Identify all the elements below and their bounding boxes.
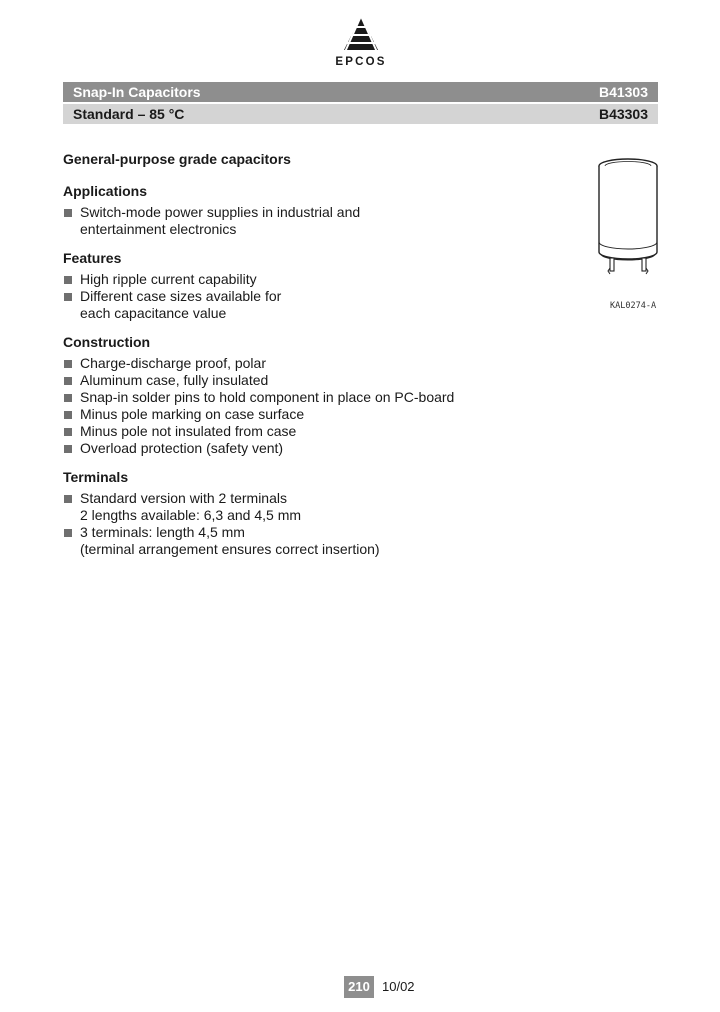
list-item (63, 355, 583, 372)
capacitor-figure (592, 154, 664, 289)
capacitor-icon (592, 154, 664, 284)
bullet-list (63, 355, 583, 457)
datasheet-body (63, 151, 583, 570)
bullet-square-icon (64, 209, 72, 217)
list-item-text: High ripple current capability (80, 271, 257, 287)
section-terminals (63, 469, 583, 558)
list-item-text: 3 terminals: length 4,5 mm (80, 524, 245, 540)
title-band (63, 82, 658, 102)
list-item (63, 389, 583, 406)
list-item (63, 372, 583, 389)
bullet-square-icon (64, 394, 72, 402)
bullet-list (63, 204, 583, 238)
list-item-text: Overload protection (safety vent) (80, 440, 284, 456)
brand-name: EPCOS (335, 56, 387, 68)
bullet-square-icon (64, 445, 72, 453)
list-item (63, 490, 583, 524)
revision-date: 10/02 (382, 979, 415, 994)
bullet-list (63, 490, 583, 558)
list-item-text: Snap-in solder pins to hold component in place on PC-board (80, 389, 455, 405)
list-item-text: (terminal arrangement ensures correct insertion) (80, 541, 380, 557)
list-item-text: each capacitance value (80, 305, 227, 321)
epcos-logo-icon (339, 14, 383, 54)
list-item-text: Minus pole marking on case surface (80, 406, 305, 422)
list-item (63, 288, 583, 322)
section-heading: Construction (63, 334, 151, 350)
bullet-square-icon (64, 377, 72, 385)
list-item-text: Switch-mode power supplies in industrial and (80, 204, 361, 220)
figure-caption: KAL0274-A (610, 301, 657, 311)
list-item-text: Aluminum case, fully insulated (80, 372, 269, 388)
section-features (63, 250, 583, 322)
section-construction (63, 334, 583, 457)
bullet-list (63, 271, 583, 322)
subtitle-band (63, 104, 658, 124)
sections-container (63, 183, 583, 558)
list-item (63, 524, 583, 558)
list-item-text: 2 lengths available: 6,3 and 4,5 mm (80, 507, 302, 523)
list-item (63, 406, 583, 423)
section-heading: Terminals (63, 469, 129, 485)
epcos-logo (330, 14, 392, 72)
list-item-text: Charge-discharge proof, polar (80, 355, 266, 371)
bullet-square-icon (64, 276, 72, 284)
bullet-square-icon (64, 293, 72, 301)
section-applications (63, 183, 583, 238)
list-item (63, 271, 583, 288)
list-item (63, 204, 583, 238)
list-item-text: Standard version with 2 terminals (80, 490, 287, 506)
section-heading: Applications (63, 183, 148, 199)
bullet-square-icon (64, 428, 72, 436)
product-line: Snap-In Capacitors (73, 84, 201, 100)
lead-heading: General-purpose grade capacitors (63, 151, 291, 167)
bullet-square-icon (64, 411, 72, 419)
list-item (63, 440, 583, 457)
part-number-secondary: B43303 (598, 106, 648, 122)
part-number-primary: B41303 (598, 84, 648, 100)
bullet-square-icon (64, 495, 72, 503)
list-item-text: entertainment electronics (80, 221, 237, 237)
bullet-square-icon (64, 529, 72, 537)
product-subtitle: Standard – 85 °C (73, 106, 185, 122)
bullet-square-icon (64, 360, 72, 368)
section-heading: Features (63, 250, 122, 266)
list-item-text: Minus pole not insulated from case (80, 423, 297, 439)
list-item (63, 423, 583, 440)
page-number: 210 (344, 976, 374, 998)
list-item-text: Different case sizes available for (80, 288, 282, 304)
